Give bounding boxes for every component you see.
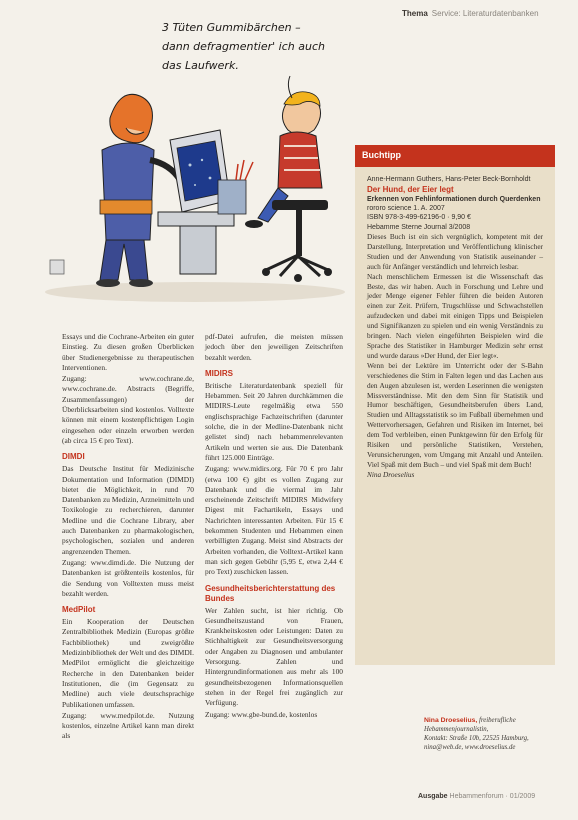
header-theme: Thema [402,9,428,18]
book-subtitle: Erkennen von Fehlinformationen durch Querdenken [367,195,541,203]
book-tip-label: Buchtipp [362,150,401,160]
paragraph: Zugang: www.medpilot.de. Nutzung kostenlos, einzelne Artikel kann man direkt als [62,710,194,741]
paragraph: pdf-Datei aufrufen, die meisten müssen jedoch über den jeweiligen Zeitschriften bezahlt werden. [205,332,343,362]
text-column-1 [62,332,194,743]
book-tip-box [355,145,555,665]
paragraph: Zugang: www.midirs.org. Für 70 € pro Jahr (etwa 100 €) gibt es vollen Zugang zur Datenbank und die viermal im Jahr erscheinende Zeitschrift MIDIRS Midwifery Digest mit Fachartikeln, Essays und Nachrichten interessanten Arbeiten. Für 15 € bekommen Studenten und Hebammen einen verbilligten Zugang. Meist sind Abstracts der Arbeiten vorhanden, die Volltext-Artikel kann man sich gegen Gebühr (5,95 £, etwa 2,44 € pro Text) zuschicken lassen. [205,464,343,577]
book-title: Der Hund, der Eier legt [367,184,454,194]
paragraph: Wenn bei der Lektüre im Unterricht oder der S-Bahn verschiedenes die Stirn in Falten legen und das Lachen aus den Augen abzulesen ist, werden Leserinnen die wenigsten Missverständnisse. Mit den dem Sinn für Statistik und Humor beschäftigen, Gesundheitsberufen übers Land, Studien und Alltagsstatistik so im Fußball übernehmen und Wettervorhersagen, Gefahren und Risiken im Internet, bei dem Tod verbleiben, einen Punktgewinn für den Erfolg für Risiken und persönliche Statistiken, Verstehen, Verunsicherungen, vom Umgang mit Anzahl und Anteilen. Viel Spaß mit dem Buch – und viel Spaß mit dem Buch! [367,360,543,469]
page-footer [418,793,535,800]
speech-line-1: 3 Tüten Gummibärchen – [162,21,301,34]
page-header [402,9,539,18]
paragraph: Zugang: www.gbe-bund.de, kostenlos [205,709,318,719]
book-publisher: rororo science 1. A. 2007 [367,204,445,212]
section-heading-gbe: Gesundheitsberichterstattung des Bundes [205,583,336,603]
paragraph: Zugang: www.dimdi.de. Die Nutzung der Datenbanken ist größtenteils kostenlos, für die Sendung von Volltexten muss meist bezahlt werden. [62,557,194,598]
book-authors: Anne-Hermann Guthers, Hans-Peter Beck-Bornholdt [367,176,531,183]
section-heading-midirs: MIDIRS [205,368,233,378]
text-column-2 [205,332,343,721]
author-line-2: Kontakt: Straße 10b, 22525 Hamburg, [424,735,529,742]
speech-line-3: das Laufwerk. [162,59,239,72]
author-line-3: nina@web.de, www.droeselius.de [424,744,516,751]
review-signature: Nina Droeselius [367,469,415,479]
book-tip-header [355,145,555,167]
footer-right: Hebammenforum · 01/2009 [449,793,536,800]
paragraph: Wer Zahlen sucht, ist hier richtig. Ob Gesundheitszustand von Frauen, Krankheitskosten oder Leistungen: Daten zu Stichhaltigkeit zur Gesundheitsversorgung oder Angaben zu Diagnosen und ambulanter Versorgung. Zahlen und Hintergrundinformationen aus mehr als 100 gesundheitsbezogenen Informationsquellen stehen in der Regel frei zugänglich zur Verfügung. [205,605,343,708]
paragraph: Das Deutsche Institut für Medizinische Dokumentation und Information (DIMDI) bietet die Möglichkeit, in rund 70 Datenbanken zu Medizin, Arzneimitteln und Toxikologie zu recherchieren, darunter Medline und die Cochrane Library, aber auch Datenbanken zu pharmakologischen, psychologischen, sozialen und anderen angrenzenden Themen. [62,464,194,556]
book-tip-text [367,175,543,480]
author-line-1: freiberufliche Hebammenjournalistin, [424,717,516,733]
section-heading-dimdi: DIMDI [62,452,85,462]
paragraph: Nach menschlichem Ermessen ist die Wissenschaft das Beste, das wir haben. Auch in Forschung und Lehre und jeder Menge eigener Fehler führen die beiden Autoren einen zur Zeit. Prüfern, Trugschlüsse und Schwachstellen aufzudecken und dabei mit einigen Tipps und Beispielen und Signifikanzen zu spielen und ein wenig Verständnis zu bringen. Nach vielen eingeführten Beispielen wird die Sprache des Statistiker in Hamburger Medizin sehr ernst und wurde daraus »Der Hund, der Eier legt«. [367,271,543,360]
footer-left: Ausgabe [418,793,448,800]
paragraph: Zugang: www.cochrane.de, www.cochrane.de. Abstracts (Begriffe, Zusammenfassungen) der Überblicksarbeiten sind kostenlos. Volltexte können mit einem kostenpflichtigen Login eingesehen oder einzeln erworben werden (ab circa 15 € pro Text). [62,374,194,445]
paragraph: Ein Kooperation der Deutschen Zentralbibliothek Medizin (Europas größte Fachbibliothek) und zweigrößte Medizinbibliothek der Welt und des DIMDI. MedPilot ermöglicht die gleichzeitige Recherche in den Datenbanken beider Institutionen, die (im Gegensatz zu Medline) auch viele deutschsprachige Publikationen umfassen. [62,617,194,709]
section-heading-medpilot: MedPilot [62,605,96,615]
speech-line-2: dann defragmentier' ich auch [162,40,325,53]
header-section: Service: Literaturdatenbanken [431,9,539,18]
author-name: Nina Droeselius, [424,717,478,724]
author-note [424,716,564,752]
book-extra: Hebamme Sterne Journal 3/2008 [367,223,471,231]
paragraph: Essays und die Cochrane-Arbeiten ein guter Einstieg. Zu diesen großen Überblicken über Studienergebnisse zu therapeutischen Interventionen. [62,332,194,372]
paragraph: Britische Literaturdatenbank speziell für Hebammen. Seit 20 Jahren durchkämmen die MIDIRS-Leute regelmäßig etwa 550 englischsprachige Fachzeitschriften (darunter solche, die in der Medline-Datenbank nicht gelistet sind) nach hebammenrelevanten Artikeln und werten sie aus. Die Datenbank führt 125.000 Einträge. [205,380,343,462]
paragraph: Dieses Buch ist ein sich vergnüglich, kompetent mit der Darstellung, Interpretation und Veröffentlichung klinischer Studien und der Anwendung von Statistik auseinander – auch für Anfänger verständlich und lehrreich lesbar. [367,232,543,271]
speech-bubble [162,18,372,75]
book-isbn: ISBN 978-3-499-62196-0 · 9,90 € [367,214,471,221]
